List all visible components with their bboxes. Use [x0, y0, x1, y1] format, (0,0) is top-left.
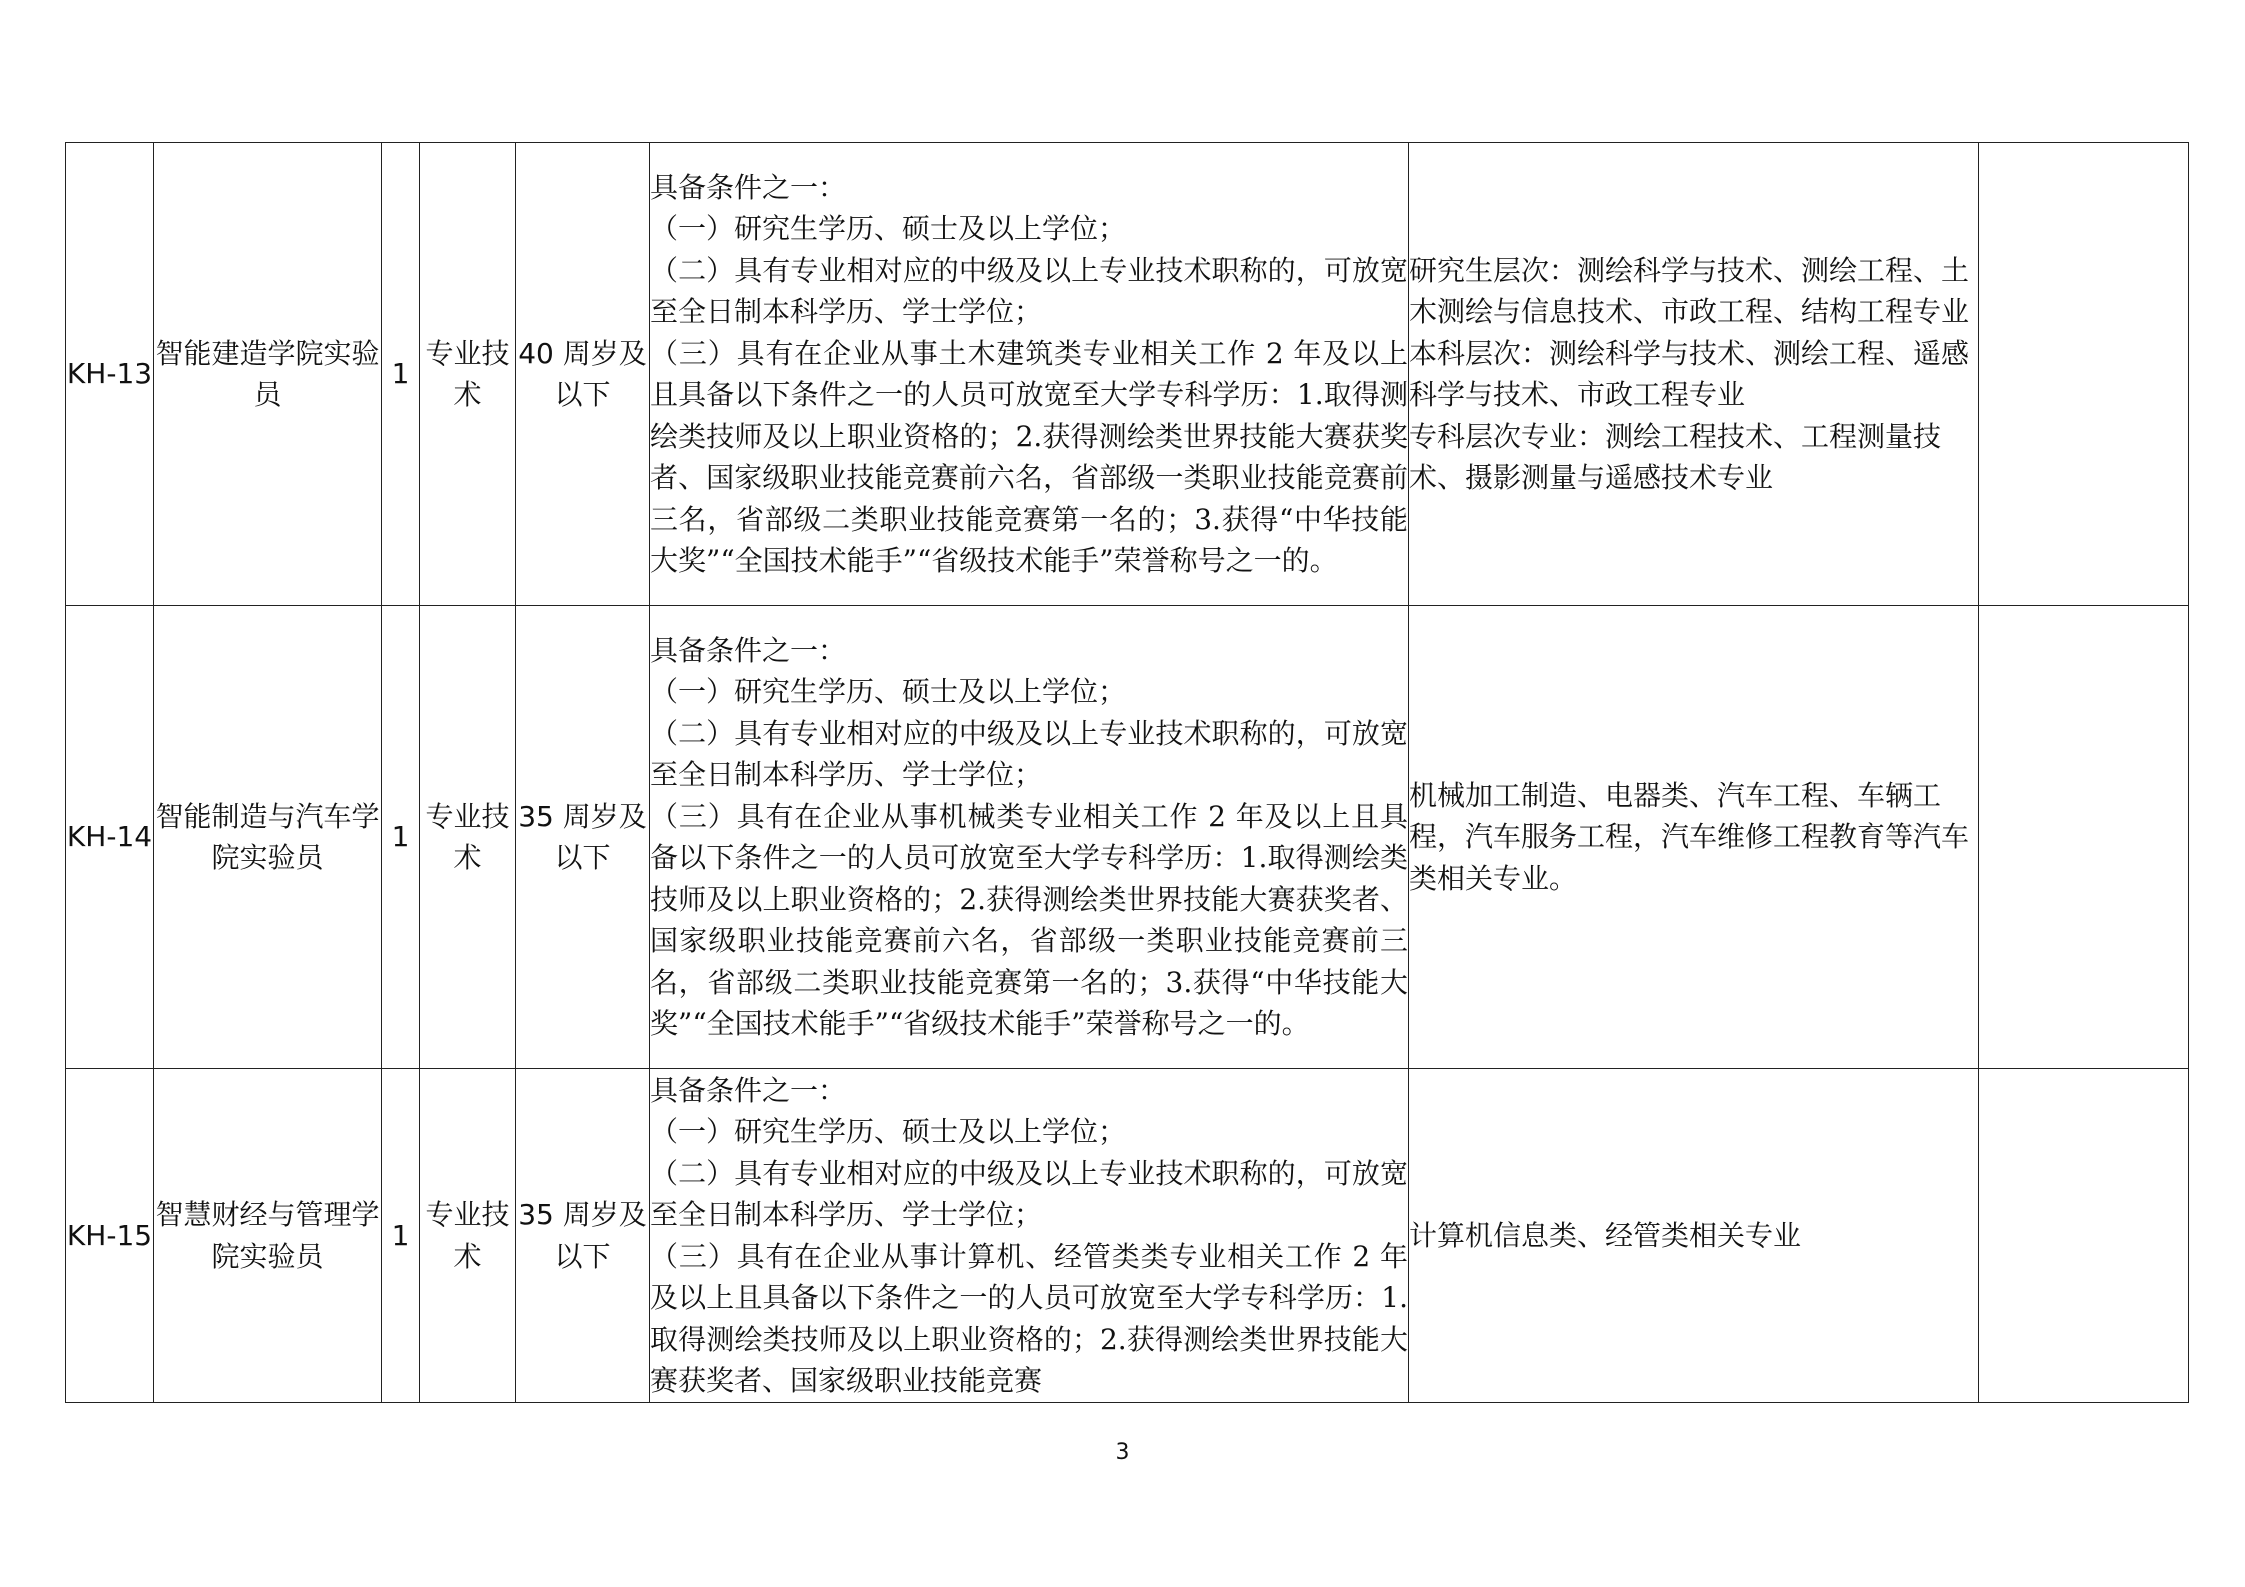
requirements: [650, 606, 1409, 1069]
major-line: 本科层次：测绘科学与技术、测绘工程、遥感科学与技术、市政工程专业: [1409, 336, 1970, 411]
major-line: 专科层次专业：测绘工程技术、工程测量技术、摄影测量与遥感技术专业: [1409, 419, 1942, 494]
requirement-line: （三）具有在企业从事机械类专业相关工作 2 年及以上且具备以下条件之一的人员可放宽至大学专科学历：1.取得测绘类技师及以上职业资格的；2.获得测绘类世界技能大赛获奖者、国家级职业技能竞赛前六名，省部级一类职业技能竞赛前三名，省部级二类职业技能竞赛第一名的；3.获得“中华技能大奖”“全国技术能手”“省级技术能手”荣誉称号之一的。: [650, 799, 1408, 1040]
requirements: [650, 143, 1409, 606]
major-line: 机械加工制造、电器类、汽车工程、车辆工程，汽车服务工程，汽车维修工程教育等汽车类相关专业。: [1409, 778, 1970, 895]
requirement-line: （三）具有在企业从事计算机、经管类类专业相关工作 2 年及以上且具备以下条件之一的人员可放宽至大学专科学历：1.取得测绘类技师及以上职业资格的；2.获得测绘类世界技能大赛获奖者、国家级职业技能竞赛: [650, 1239, 1408, 1397]
position-name: 智慧财经与管理学院实验员: [154, 1069, 382, 1403]
age-number: 35: [518, 799, 554, 833]
position-count: 1: [382, 143, 420, 606]
remarks: [1979, 1069, 2189, 1403]
age-number: 35: [518, 1198, 554, 1231]
table-row: [66, 1069, 2189, 1403]
requirement-line: 具备条件之一：: [650, 170, 847, 204]
requirement-line: （三）具有在企业从事土木建筑类专业相关工作 2 年及以上且具备以下条件之一的人员可放宽至大学专科学历：1.取得测绘类技师及以上职业资格的；2.获得测绘类世界技能大赛获奖者、国家级职业技能竞赛前六名，省部级一类职业技能竞赛前三名，省部级二类职业技能竞赛第一名的；3.获得“中华技能大奖”“全国技术能手”“省级技术能手”荣誉称号之一的。: [650, 336, 1408, 577]
position-name: 智能建造学院实验员: [154, 143, 382, 606]
requirement-line: （二）具有专业相对应的中级及以上专业技术职称的，可放宽至全日制本科学历、学士学位；: [650, 716, 1408, 791]
position-category: 专业技术: [420, 1069, 516, 1403]
requirement-line: （二）具有专业相对应的中级及以上专业技术职称的，可放宽至全日制本科学历、学士学位；: [650, 1156, 1408, 1231]
remarks: [1979, 143, 2189, 606]
position-category: 专业技术: [420, 143, 516, 606]
requirements: [650, 1069, 1409, 1403]
requirement-line: 具备条件之一：: [650, 633, 847, 667]
majors: [1409, 606, 1979, 1069]
age-text: 周岁及以下: [554, 1198, 647, 1273]
requirement-line: 具备条件之一：: [650, 1073, 847, 1107]
recruitment-table: [65, 142, 2189, 1403]
position-code: KH-15: [66, 1069, 154, 1403]
age-limit: [516, 606, 650, 1069]
major-line: 计算机信息类、经管类相关专业: [1409, 1218, 1802, 1252]
requirement-line: （一）研究生学历、硕士及以上学位；: [650, 675, 1127, 708]
table-row: [66, 143, 2189, 606]
age-limit: [516, 1069, 650, 1403]
age-text: 周岁及以下: [554, 336, 647, 411]
majors: [1409, 143, 1979, 606]
age-text: 周岁及以下: [554, 799, 647, 874]
majors: [1409, 1069, 1979, 1403]
page-number: 3: [1115, 1440, 1130, 1465]
position-code: KH-14: [66, 606, 154, 1069]
remarks: [1979, 606, 2189, 1069]
requirement-line: （一）研究生学历、硕士及以上学位；: [650, 212, 1127, 245]
position-count: 1: [382, 1069, 420, 1403]
major-line: 研究生层次：测绘科学与技术、测绘工程、土木测绘与信息技术、市政工程、结构工程专业: [1409, 253, 1970, 328]
requirement-line: （一）研究生学历、硕士及以上学位；: [650, 1115, 1127, 1148]
position-count: 1: [382, 606, 420, 1069]
position-name: 智能制造与汽车学院实验员: [154, 606, 382, 1069]
position-code: KH-13: [66, 143, 154, 606]
age-limit: [516, 143, 650, 606]
position-category: 专业技术: [420, 606, 516, 1069]
age-number: 40: [518, 336, 554, 370]
requirement-line: （二）具有专业相对应的中级及以上专业技术职称的，可放宽至全日制本科学历、学士学位；: [650, 253, 1408, 328]
table-row: [66, 606, 2189, 1069]
